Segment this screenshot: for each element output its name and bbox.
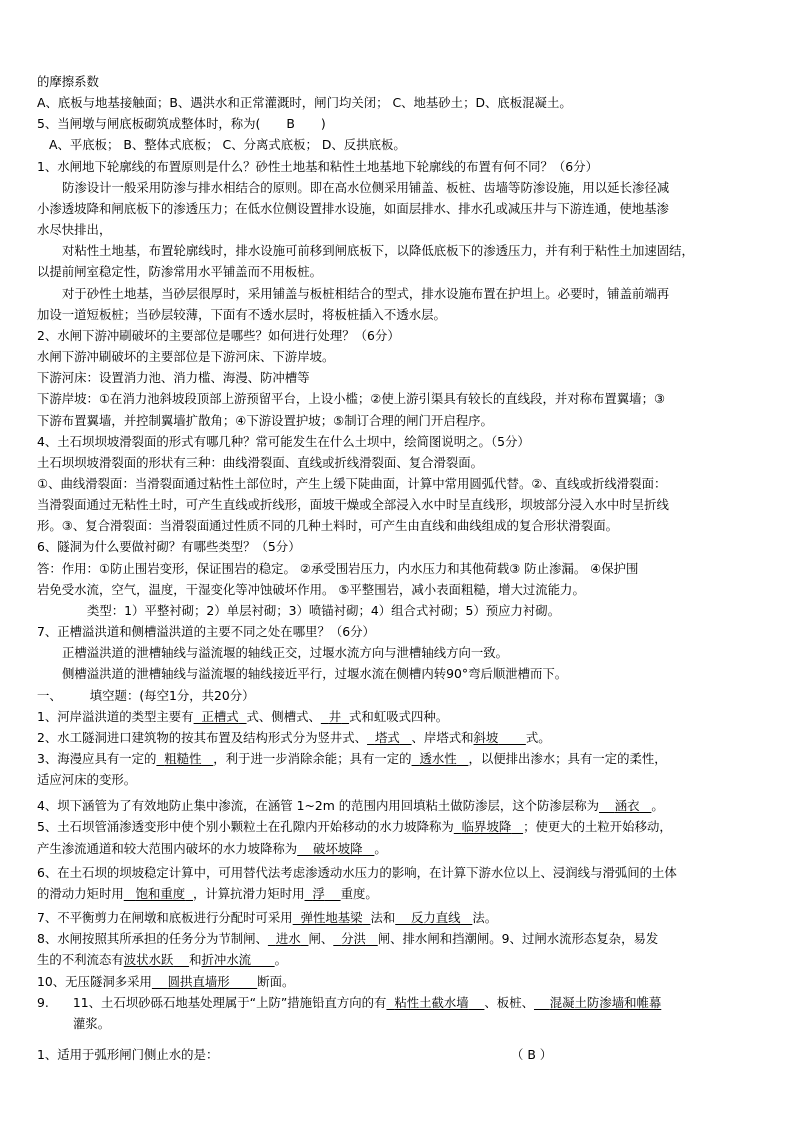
fill-text: 10、无压隧洞多采用	[37, 973, 152, 989]
fill-line	[37, 748, 767, 769]
list-number: 9.	[37, 994, 49, 1010]
section-title: 填空题：(每空1分，共20分）	[89, 687, 255, 703]
fill-answer: 透水性	[419, 751, 457, 766]
fill-answer: 圆拱直墙形	[167, 973, 230, 989]
fill-line: 适应河床的变形。	[37, 772, 137, 788]
fill-line	[37, 928, 767, 949]
exam-document	[37, 71, 767, 1065]
text-line: 岩免受水流，空气，温度，干湿变化等冲蚀破坏作用。 ⑤平整围岩，减小表面粗糙，增大过流能力。	[37, 581, 585, 597]
text-line: 水尽快排出，	[37, 222, 112, 238]
fill-answer: 进水	[275, 931, 301, 947]
fill-line	[37, 907, 767, 928]
fill-answer: 反力直线	[410, 910, 461, 926]
fill-text: 、岸塔式和	[411, 729, 474, 745]
fill-answer: 混凝土防渗墙和帷幕	[549, 994, 662, 1010]
fill-text: 闸、	[308, 931, 334, 947]
text-line: 对于砂性土地基，当砂层很厚时，采用铺盖与板桩相结合的型式，排水设施布置在护坦上。必要时，铺盖前端再	[62, 285, 670, 301]
fill-text: 7、不平衡剪力在闸墩和底板进行分配时可采用	[37, 910, 293, 926]
fill-line	[37, 971, 767, 992]
fill-answer: 临界坡降	[461, 819, 512, 835]
text-line: 正槽溢洪道的泄槽轴线与溢流堰的轴线正交，过堰水流方向与泄槽轴线方向一致。	[62, 645, 509, 661]
fill-line: 6、在土石坝的坝坡稳定计算中，可用替代法考虑渗透动水压力的影响，在计算下游水位以上、浸润线与滑弧间的土体	[37, 864, 677, 880]
fill-line	[37, 706, 767, 727]
text-line: 加设一道短板桩；当砂层较薄，下面有不透水层时，将板桩插入不透水层。	[37, 306, 446, 322]
fill-text: 2、水工隧洞进口建筑物的按其布置及结构形式分为竖井式、	[37, 729, 368, 745]
fill-text: ，利于进一步消除余能；具有一定的	[213, 751, 412, 766]
text-line: 对粘性土地基，布置轮廓线时，排水设施可前移到闸底板下，以降低底板下的渗透压力，并有利于粘性土加速固结，	[62, 243, 694, 259]
fill-line	[37, 883, 767, 904]
fill-answer: 破坏坡降	[312, 840, 363, 856]
fill-text: 闸、排水闸和挡潮闸。9、过闸水流形态复杂，易发	[377, 931, 659, 947]
question-line: 4、土石坝坝坡滑裂面的形式有哪几种？常可能发生在什么土坝中，绘简图说明之。（5分）	[37, 433, 530, 449]
question-line: 6、隧洞为什么要做衬砌？有哪些类型？（5分）	[37, 539, 301, 555]
fill-text: 的滑动力矩时用	[37, 885, 124, 901]
options-line: A、平底板； B、整体式底板； C、分离式底板； D、反拱底板。	[49, 137, 406, 153]
text-line: 形。③、复合滑裂面：当滑裂面通过性质不同的几种土料时，可产生由直线和曲线组成的复合形状滑裂面。	[37, 518, 619, 534]
text-line: A、底板与地基接触面；B、遇洪水和正常灌溉时，闸门均关闭； C、地基砂土；D、底板混凝土。	[37, 95, 572, 111]
question-line	[37, 1044, 767, 1065]
fill-text: 5、土石坝管涌渗透变形中使个别小颗粒土在孔隙内开始移动的水力坡降称为	[37, 819, 454, 835]
fill-text: 产生渗流通道和较大范围内破坏的水力坡降称为	[37, 840, 298, 856]
fill-answer: 斜坡	[473, 729, 499, 745]
fill-answer: 涵衣	[614, 798, 640, 814]
paren: )	[320, 116, 326, 132]
fill-answer: 折冲水流	[201, 952, 252, 968]
fill-answer: 井	[328, 708, 342, 724]
fill-line	[37, 992, 767, 1013]
fill-line	[37, 838, 767, 859]
fill-text: 和	[189, 952, 202, 968]
text-line: 以提前闸室稳定性，防渗常用水平铺盖而不用板桩。	[37, 264, 322, 280]
fill-text: 断面。	[257, 973, 295, 989]
fill-line	[37, 727, 767, 748]
fill-line	[37, 949, 767, 970]
text-line: 类型：1）平整衬砌；2）单层衬砌；3）喷锚衬砌；4）组合式衬砌；5）预应力衬砌。	[87, 602, 561, 618]
fill-answer: 分洪	[341, 931, 366, 947]
section-number: 一、	[37, 687, 62, 703]
question-line: 2、水闸下游冲刷破坏的主要部位是哪些？如何进行处理？（6分）	[37, 327, 400, 343]
text-line: 侧槽溢洪道的泄槽轴线与溢流堰的轴线接近平行，过堰水流在侧槽内转90°弯后顺泄槽而下。	[62, 666, 568, 682]
text-line: 下游岸坡：①在消力池斜坡段顶部上游预留平台，上设小槛；②使上游引渠具有较长的直线段，并对称布置翼墙；③	[37, 391, 666, 407]
fill-line: 灌浆。	[73, 1015, 111, 1031]
fill-answer: 弹性地基梁	[300, 910, 363, 926]
fill-answer: 粗糙性	[164, 751, 202, 766]
text-line: 土石坝坝坡滑裂面的形状有三种：曲线滑裂面、直线或折线滑裂面、复合滑裂面。	[37, 454, 484, 470]
answer-choice: B	[286, 116, 295, 132]
fill-text: 8、水闸按照其所承担的任务分为节制闸、	[37, 931, 268, 947]
fill-text: ；使更大的土粒开始移动，	[523, 819, 672, 835]
text-line: 下游布置翼墙，并控制翼墙扩散角；④下游设置护坡；⑤制订合理的闸门开启程序。	[37, 412, 493, 428]
question-line: 7、正槽溢洪道和侧槽溢洪道的主要不同之处在哪里？（6分）	[37, 624, 375, 640]
fill-text: 。	[651, 798, 664, 814]
fill-text: 生的不利流态有	[37, 952, 124, 968]
fill-line	[37, 795, 767, 816]
text-line: 答：作用：①防止围岩变形，保证围岩的稳定。 ②承受围岩压力，内水压力和其他荷载③ 防止渗漏。 ④保护围	[37, 560, 639, 576]
fill-answer: 浮	[312, 885, 325, 901]
fill-text: 式和虹吸式四种。	[349, 708, 449, 724]
fill-text: 3、海漫应具有一定的	[37, 751, 157, 766]
fill-text: 4、坝下涵管为了有效地防止集中渗流，在涵管 1~2m 的范围内用回填粘土做防渗层，这个防渗层称为	[37, 798, 599, 814]
section-heading	[37, 685, 767, 706]
text-line: 防渗设计一般采用防渗与排水相结合的原则。即在高水位侧采用铺盖、板桩、齿墙等防渗设施，用以延长渗径减	[62, 179, 670, 195]
fill-answer: 饱和重度	[135, 885, 186, 901]
fill-line	[37, 816, 767, 837]
fill-text: 11、土石坝砂砾石地基处理属于“上防”措施铅直方向的有	[72, 994, 387, 1010]
text-line: 水闸下游冲刷破坏的主要部位是下游河床、下游岸坡。	[37, 349, 335, 365]
fill-text: ，以便排出渗水；具有一定的柔性，	[468, 751, 667, 766]
text-line: 小渗透坡降和闸底板下的渗透压力；在低水位侧设置排水设施，如面层排水、排水孔或减压井与下游连通，使地基渗	[37, 200, 669, 216]
fill-text: 法和	[370, 910, 396, 926]
question-line: 1、水闸地下轮廓线的布置原则是什么？砂性土地基和粘性土地基地下轮廓线的布置有何不同？（6分）	[37, 158, 598, 174]
question-line	[37, 113, 767, 134]
text-line: 当滑裂面通过无粘性土时，可产生直线或折线形，面坡干燥或全部浸入水中时呈直线形，坝坡部分浸入水中时呈折线	[37, 497, 669, 513]
fill-text: ，计算抗滑力矩时用	[193, 885, 305, 901]
question-text: 1、适用于弧形闸门侧止水的是：	[37, 1047, 219, 1063]
fill-answer: 正槽式	[201, 708, 239, 724]
fill-answer: 波状水跃	[123, 952, 174, 968]
fill-text: 1、河岸溢洪道的类型主要有	[37, 708, 194, 724]
fill-text: 、板桩、	[484, 994, 534, 1010]
text-line: ①、曲线滑裂面：当滑裂面通过粘性土部位时，产生上缓下陡曲面，计算中常用圆弧代替。②、直线或折线滑裂面：	[37, 475, 667, 491]
question-text: 5、当闸墩与闸底板砌筑成整体时，称为(	[37, 116, 261, 132]
fill-answer: 塔式	[374, 729, 400, 745]
fill-text: 。	[274, 952, 288, 968]
fill-text: 。	[374, 840, 387, 856]
fill-text: 法。	[472, 910, 498, 926]
fill-text: 式。	[525, 729, 551, 745]
fill-answer: 粘性土截水墙	[394, 994, 469, 1010]
fill-text: 式、侧槽式、	[246, 708, 321, 724]
fill-text: 重度。	[340, 885, 378, 901]
answer-choice: （ B ）	[511, 1047, 553, 1063]
text-line: 下游河床：设置消力池、消力槛、海漫、防冲槽等	[37, 370, 310, 386]
text-line: 的摩擦系数	[37, 74, 99, 89]
